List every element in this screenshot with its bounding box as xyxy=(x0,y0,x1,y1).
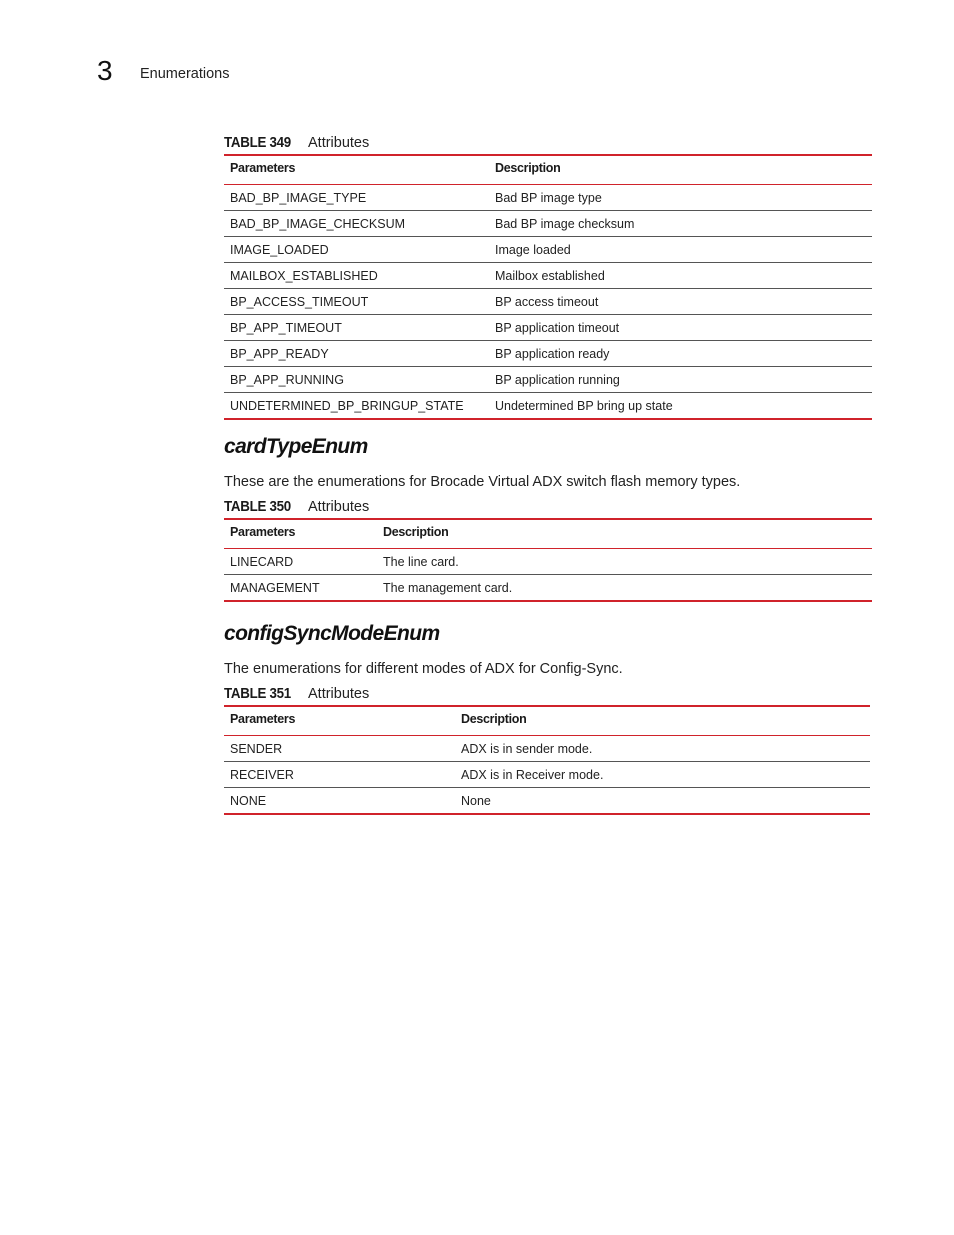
table-number: TABLE 349 xyxy=(224,135,291,151)
table-row xyxy=(224,549,872,575)
table-row xyxy=(224,575,872,602)
table-row xyxy=(224,263,872,289)
table-row xyxy=(224,341,872,367)
column-header-parameters: Parameters xyxy=(224,519,377,549)
parameter-cell: SENDER xyxy=(224,736,455,762)
table-row xyxy=(224,736,870,762)
parameter-cell: BP_APP_RUNNING xyxy=(224,367,489,393)
parameter-cell: BAD_BP_IMAGE_CHECKSUM xyxy=(224,211,489,237)
section-description: The enumerations for different modes of ADX for Config-Sync. xyxy=(224,661,623,677)
parameter-cell: BAD_BP_IMAGE_TYPE xyxy=(224,185,489,211)
description-cell: Mailbox established xyxy=(489,263,872,289)
description-cell: ADX is in Receiver mode. xyxy=(455,762,870,788)
table-name: Attributes xyxy=(308,135,370,151)
table-header-row xyxy=(224,519,872,549)
configsync-description-block xyxy=(224,661,872,677)
parameter-cell: NONE xyxy=(230,793,267,808)
table-row xyxy=(224,289,872,315)
chapter-number: 3 xyxy=(97,55,113,86)
parameter-cell: MANAGEMENT xyxy=(230,580,320,595)
table-350 xyxy=(224,518,872,602)
table-caption xyxy=(224,135,872,151)
description-cell: Bad BP image checksum xyxy=(489,211,872,237)
table-name: Attributes xyxy=(308,686,370,702)
table-row xyxy=(224,393,872,420)
description-cell: ADX is in sender mode. xyxy=(455,736,870,762)
table-row xyxy=(224,237,872,263)
parameter-cell: RECEIVER xyxy=(224,762,455,788)
parameter-cell: BP_ACCESS_TIMEOUT xyxy=(224,289,489,315)
description-cell: The line card. xyxy=(377,549,872,575)
table-351 xyxy=(224,705,870,815)
table-body xyxy=(224,736,870,815)
description-cell: BP application running xyxy=(489,367,872,393)
description-cell: Undetermined BP bring up state xyxy=(495,398,673,413)
cardtype-description-block xyxy=(224,474,872,490)
table-349-block xyxy=(224,135,872,420)
description-cell: BP application timeout xyxy=(489,315,872,341)
parameter-cell: MAILBOX_ESTABLISHED xyxy=(224,263,489,289)
section-description: These are the enumerations for Brocade Virtual ADX switch flash memory types. xyxy=(224,474,741,490)
column-header-description: Description xyxy=(455,706,870,736)
table-349 xyxy=(224,154,872,420)
table-header-row xyxy=(224,155,872,185)
table-row xyxy=(224,185,872,211)
parameter-cell: IMAGE_LOADED xyxy=(224,237,489,263)
table-number: TABLE 350 xyxy=(224,499,291,515)
section-heading: configSyncModeEnum xyxy=(224,622,440,645)
table-row xyxy=(224,788,870,815)
table-row xyxy=(224,367,872,393)
table-body xyxy=(224,185,872,420)
table-row xyxy=(224,762,870,788)
description-cell: Image loaded xyxy=(489,237,872,263)
description-cell: None xyxy=(461,793,491,808)
table-body xyxy=(224,549,872,602)
parameter-cell: UNDETERMINED_BP_BRINGUP_STATE xyxy=(230,398,464,413)
parameter-cell: LINECARD xyxy=(224,549,377,575)
table-row xyxy=(224,211,872,237)
column-header-parameters: Parameters xyxy=(224,706,455,736)
chapter-title: Enumerations xyxy=(140,66,230,82)
configsync-section xyxy=(224,622,872,646)
parameter-cell: BP_APP_TIMEOUT xyxy=(224,315,489,341)
column-header-description: Description xyxy=(489,155,872,185)
table-number: TABLE 351 xyxy=(224,686,291,702)
column-header-parameters: Parameters xyxy=(224,155,489,185)
table-caption xyxy=(224,686,870,702)
column-header-description: Description xyxy=(377,519,872,549)
section-heading: cardTypeEnum xyxy=(224,435,368,458)
table-name: Attributes xyxy=(308,499,370,515)
description-cell: The management card. xyxy=(383,580,513,595)
table-header-row xyxy=(224,706,870,736)
table-351-block xyxy=(224,686,870,815)
cardtype-section xyxy=(224,435,872,459)
description-cell: BP access timeout xyxy=(489,289,872,315)
description-cell: BP application ready xyxy=(489,341,872,367)
table-row xyxy=(224,315,872,341)
parameter-cell: BP_APP_READY xyxy=(224,341,489,367)
description-cell: Bad BP image type xyxy=(489,185,872,211)
table-caption xyxy=(224,499,872,515)
table-350-block xyxy=(224,499,872,602)
